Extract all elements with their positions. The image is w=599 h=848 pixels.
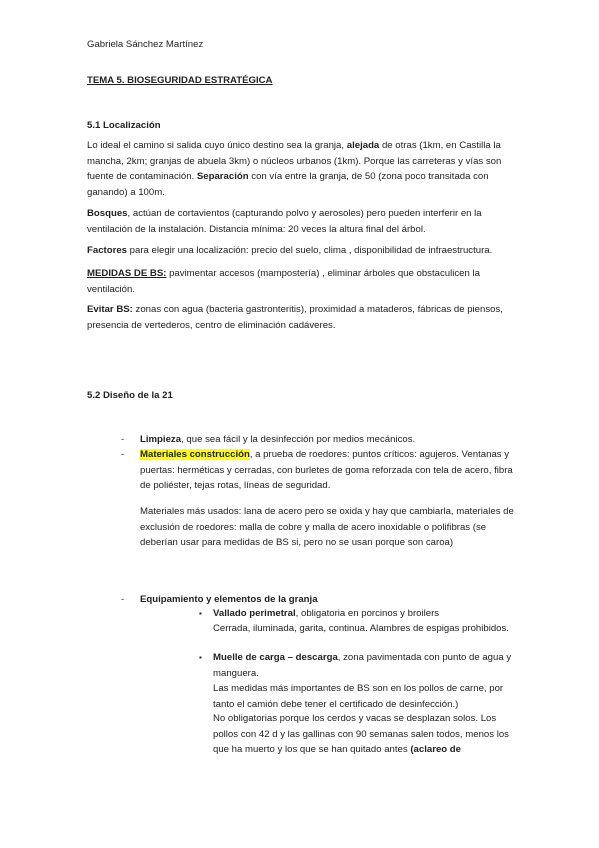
- square-bullet-icon: ▪: [199, 609, 202, 618]
- text: , zona pavimentada con punto de agua y manguera.: [213, 652, 512, 679]
- list-item-materials: [140, 447, 520, 494]
- text: Lo ideal el camino si salida cuyo único destino sea la granja,: [87, 140, 347, 151]
- list-dash: -: [121, 434, 125, 445]
- bold-term: Factores: [87, 245, 127, 256]
- author-header: Gabriela Sánchez Martínez: [87, 39, 204, 50]
- document-title: TEMA 5. BIOSEGURIDAD ESTRATÉGICA: [87, 75, 273, 86]
- bold-term: Limpieza: [140, 434, 182, 445]
- bold-term: MEDIDAS DE BS:: [87, 268, 167, 279]
- paragraph-factors: [87, 243, 517, 259]
- bold-term: Evitar BS:: [87, 304, 133, 315]
- paragraph-forests: [87, 206, 517, 237]
- sub-item-fence: [213, 606, 518, 622]
- text: para elegir una localización: precio del suelo, clima , disponibilidad de infraestructura.: [127, 245, 493, 256]
- sub-item-fence-detail: Cerrada, iluminada, garita, continua. Alambres de espigas prohibidos.: [213, 623, 509, 634]
- bold-term: Equipamiento y elementos de la granja: [140, 594, 318, 605]
- paragraph-location: [87, 138, 517, 200]
- sub-item-loading-dock-detail: Las medidas más importantes de BS son en los pollos de carne, por tanto el camión debe tener el certificado de desinfección.): [213, 683, 504, 710]
- text: , que sea fácil y la desinfección por medios mecánicos.: [181, 434, 416, 445]
- list-item-materials-detail: Materiales más usados: lana de acero pero se oxida y hay que cambiarla, materiales de exclusión de roedores: malla de cobre y malla de acero inoxidable o polifibras (se deberían usar para medidas de BS si, pero no se usan porque son caroa): [140, 506, 514, 548]
- sub-item-loading-dock-note: [213, 711, 518, 758]
- bold-term: alejada: [346, 140, 380, 151]
- square-bullet-icon: ▪: [199, 653, 202, 662]
- bold-term: Muelle de carga – descarga: [213, 652, 338, 663]
- list-dash: -: [121, 449, 125, 460]
- section-1-heading: 5.1 Localización: [87, 120, 161, 131]
- list-dash: -: [121, 594, 125, 605]
- text: con vía entre la granja, de 50 (zona poco transitada con ganando) a 100m.: [87, 171, 489, 198]
- text: zonas con agua (bacteria gastronteritis), proximidad a mataderos, fábricas de piensos, presencia de vertederos, centro de eliminación cadáveres.: [87, 304, 503, 331]
- paragraph-measures: [87, 266, 517, 297]
- highlighted-term: Materiales construcción: [140, 449, 250, 460]
- text: , a prueba de roedores: puntos críticos: agujeros. Ventanas y puertas: herméticas y cerradas, con burletes de goma reforzada con tela de acero, fibra de poliéster, tejas rotas, líneas de seguridad.: [140, 449, 513, 491]
- text: pavimentar accesos (mampostería) , eliminar árboles que obstaculicen la ventilación.: [87, 268, 480, 295]
- bold-term: Vallado perimetral: [213, 608, 296, 619]
- sub-item-loading-dock: [213, 650, 518, 681]
- text: de otras (1km, en Castilla la mancha, 2km; granjas de abuela 3km) o núcleos urbanos (1km). Porque las carreteras y vías son fuente de contaminación.: [87, 140, 502, 182]
- bold-term: Bosques: [87, 208, 128, 219]
- text: , obligatoria en porcinos y broilers: [295, 608, 440, 619]
- bold-term: Separación: [196, 171, 249, 182]
- paragraph-avoid: [87, 302, 517, 333]
- list-item-cleaning: [140, 432, 520, 448]
- text: , actúan de cortavientos (capturando polvo y aerosoles) pero pueden interferir en la ventilación de la instalación. Distancia mínima: 20 veces la altura final del árbol.: [87, 208, 482, 235]
- section-2-heading: 5.2 Diseño de la 21: [87, 390, 173, 401]
- bold-term: (aclareo de: [410, 744, 462, 755]
- text: No obligatorias porque los cerdos y vacas se desplazan solos. Los pollos con 42 d y las gallinas con 90 semanas salen todos, menos los que ha muerto y los que se han quitado antes: [213, 713, 509, 755]
